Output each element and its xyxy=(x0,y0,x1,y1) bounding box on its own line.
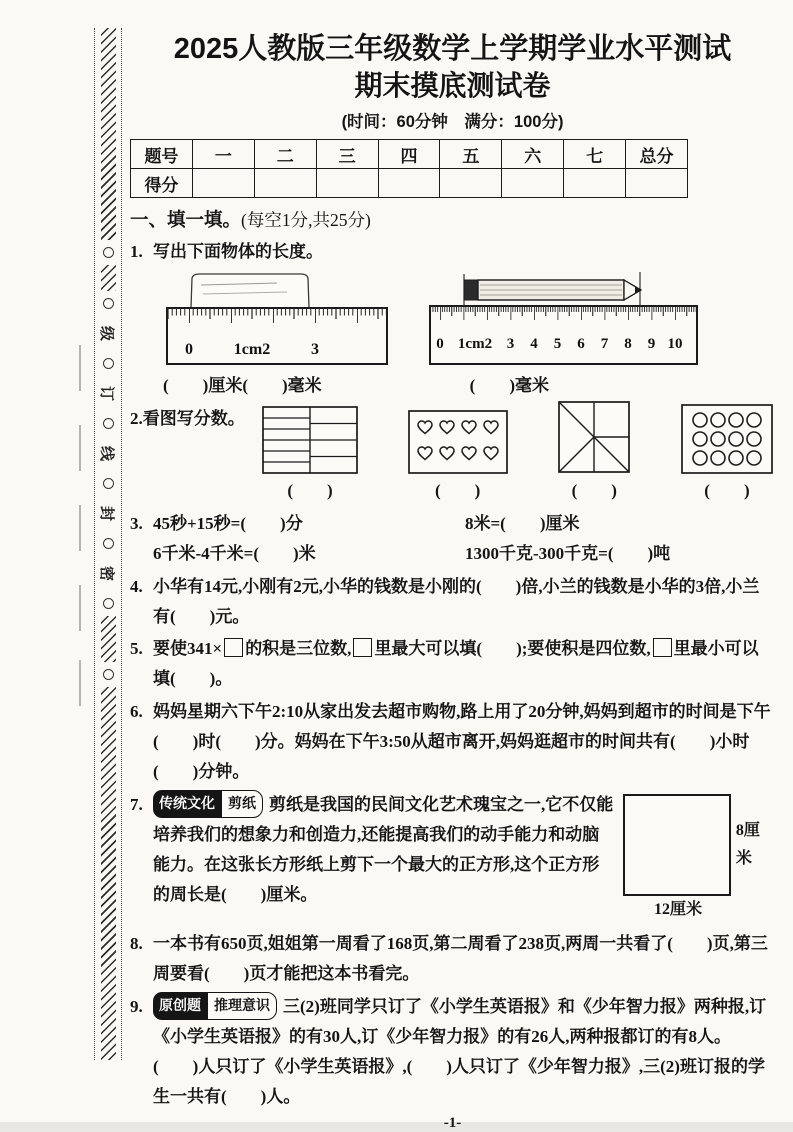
question-4 xyxy=(130,572,775,632)
eraser-shape xyxy=(191,274,309,308)
rect-bottom-label: 12厘米 xyxy=(653,900,702,918)
ruler-label: 10 xyxy=(667,335,683,352)
score-table-score-row xyxy=(131,169,688,198)
question-text: 小华有14元,小刚有2元,小华的钱数是小刚的( )倍,小兰的钱数是小华的3倍,小兰有( )元。 xyxy=(153,576,760,626)
question-number: 7. xyxy=(130,794,143,814)
section-note: (每空1分,共25分) xyxy=(241,210,371,230)
score-header-cell: 一 xyxy=(192,140,254,169)
question-number: 1. xyxy=(130,242,143,261)
question-text: 写出下面物体的长度。 xyxy=(153,242,323,261)
divided-square-figure xyxy=(557,404,631,506)
question-text: 看图写分数。 xyxy=(142,408,245,428)
question-number: 2. xyxy=(130,408,143,428)
question-5 xyxy=(130,634,775,694)
question-text-part: 的积是三位数, xyxy=(245,639,352,659)
score-cell xyxy=(626,169,688,198)
binding-hatch-icon xyxy=(101,687,116,1060)
binding-circle-icon xyxy=(103,298,114,309)
score-cell xyxy=(378,169,440,198)
circles-figure xyxy=(681,404,773,506)
field-underline xyxy=(79,585,81,631)
ruler-label: 3 xyxy=(506,335,515,352)
question-3 xyxy=(130,509,775,569)
ruler-label: 0 xyxy=(436,335,444,352)
binding-char: 订 xyxy=(98,385,116,402)
score-row-label: 得分 xyxy=(131,169,193,198)
ruler-label: 1cm2 xyxy=(457,335,493,352)
answer-blank: ( ) xyxy=(704,480,750,500)
question-9 xyxy=(130,992,775,1112)
binding-circle-icon xyxy=(103,247,114,258)
question-2 xyxy=(130,404,775,506)
binding-circle-icon xyxy=(103,478,114,489)
binding-circle-icon xyxy=(103,358,114,369)
badge-original: 原创题 xyxy=(153,992,207,1020)
rectangle-figure xyxy=(623,794,775,924)
score-cell xyxy=(254,169,316,198)
section-title: 一、填一填。 xyxy=(130,209,242,230)
ruler-label: 5 xyxy=(553,335,562,352)
rectangle-shape xyxy=(623,794,731,896)
question-number: 9. xyxy=(130,996,143,1016)
fill-item: 45秒+15秒=( )分 xyxy=(153,513,303,533)
question-1-figures xyxy=(159,270,775,370)
pencil-cap xyxy=(464,280,478,300)
score-header-cell: 六 xyxy=(502,140,564,169)
ruler-label: 3 xyxy=(311,340,319,358)
question-number: 6. xyxy=(130,702,143,722)
score-cell xyxy=(440,169,502,198)
score-header-cell: 二 xyxy=(254,140,316,169)
binding-char: 级 xyxy=(98,325,116,342)
question-1-answers xyxy=(153,371,775,401)
badge-papercut: 剪纸 xyxy=(221,790,263,818)
question-text: 一本书有650页,姐姐第一周看了168页,第二周看了238页,两周一共看了( )页,第三周要看( )页才能把这本书看完。 xyxy=(153,934,768,984)
score-cell xyxy=(316,169,378,198)
ruler-label: 8 xyxy=(624,335,632,352)
binding-hatch-icon xyxy=(101,28,116,240)
question-text: 剪纸是我国的民间文化艺术瑰宝之一,它不仅能培养我们的想象力和创造力,还能提高我们的动手能力和动脑能力。在这张长方形纸上剪下一个最大的正方形,这个正方形的周长是( )厘米。 xyxy=(153,794,614,904)
question-number: 5. xyxy=(130,639,143,659)
field-underline xyxy=(79,660,81,706)
answer-blank: ( ) xyxy=(287,480,333,500)
binding-circle-icon xyxy=(103,538,114,549)
binding-hatch-icon xyxy=(101,616,116,662)
score-header-cell: 总分 xyxy=(626,140,688,169)
binding-hatch-icon xyxy=(101,265,116,291)
field-underline xyxy=(79,345,81,391)
section-one-heading xyxy=(130,207,775,234)
binding-strip xyxy=(94,28,122,1060)
eraser-ruler-figure xyxy=(159,270,394,370)
answer-blank: ( ) xyxy=(434,480,481,500)
question-text-part: 里最大可以填( );要使积是四位数, xyxy=(374,639,651,659)
question-6 xyxy=(130,697,775,787)
ruler-label: 7 xyxy=(600,335,609,352)
question-number: 3. xyxy=(130,513,143,533)
answer-blank: ( )厘米( )毫米 xyxy=(163,375,322,395)
score-table xyxy=(130,139,688,198)
ruler-label: 6 xyxy=(577,335,585,352)
paper-content xyxy=(130,30,775,1132)
question-text-part: 里最小可以填( )。 xyxy=(153,639,759,689)
score-header-cell: 四 xyxy=(378,140,440,169)
ruler-label: 4 xyxy=(530,335,538,352)
blank-box-icon xyxy=(353,638,372,657)
footer-page-number: -1- xyxy=(443,1114,462,1131)
binding-char: 密 xyxy=(98,565,116,582)
badge-tradition: 传统文化 xyxy=(153,790,221,818)
score-header-cell: 三 xyxy=(316,140,378,169)
question-text: 妈妈星期六下午2:10从家出发去超市购物,路上用了20分钟,妈妈到超市的时间是下午( )时( )分。妈妈在下午3:50从超市离开,妈妈逛超市的时间共有( )小时( )分钟。 xyxy=(153,702,771,782)
fill-item: 6千米-4千米=( )米 xyxy=(153,543,316,563)
score-header-cell: 七 xyxy=(564,140,626,169)
score-table-header-row xyxy=(131,140,688,169)
page-title: 2025人教版三年级数学上学期学业水平测试 xyxy=(173,33,732,65)
question-number: 8. xyxy=(130,934,143,954)
question-1 xyxy=(130,237,775,401)
question-2-figures xyxy=(262,404,775,506)
field-underline xyxy=(79,425,81,471)
score-cell xyxy=(192,169,254,198)
question-8 xyxy=(130,929,775,989)
binding-char: 线 xyxy=(98,445,116,462)
binding-circle-icon xyxy=(103,418,114,429)
hearts-figure xyxy=(408,404,508,506)
fill-item: 8米=( )厘米 xyxy=(465,513,580,533)
exam-meta: (时间：60分钟 满分：100分) xyxy=(341,113,564,131)
fill-item: 1300千克-300千克=( )吨 xyxy=(465,543,671,563)
score-cell xyxy=(564,169,626,198)
ruler-label: 0 xyxy=(185,340,193,358)
field-underline xyxy=(79,505,81,551)
score-header-cell: 题号 xyxy=(131,140,193,169)
page-subtitle: 期末摸底测试卷 xyxy=(354,70,551,101)
blank-box-icon xyxy=(653,638,672,657)
badge-reasoning: 推理意识 xyxy=(207,992,277,1020)
fraction-grid-figure xyxy=(262,404,358,506)
score-header-cell: 五 xyxy=(440,140,502,169)
pencil-ruler-figure xyxy=(428,270,700,370)
answer-blank: ( )毫米 xyxy=(469,375,549,395)
question-7 xyxy=(130,790,775,926)
ruler-label: 1cm2 xyxy=(233,340,271,358)
binding-circle-icon xyxy=(103,669,114,680)
question-text: 三(2)班同学只订了《小学生英语报》和《少年智力报》两种报,订《小学生英语报》的有30人,订《少年智力报》的有26人,两种报都订的有8人。( )人只订了《小学生英语报》,( )人只订了《少年智力报》,三(2)班订报的学生一共有( )人。 xyxy=(153,996,767,1106)
rect-side-label: 8厘米 xyxy=(735,821,760,867)
blank-box-icon xyxy=(224,638,243,657)
question-text-part: 要使341× xyxy=(153,639,223,659)
binding-char: 封 xyxy=(98,505,116,522)
answer-blank: ( ) xyxy=(571,480,617,500)
binding-circle-icon xyxy=(103,598,114,609)
score-cell xyxy=(502,169,564,198)
ruler-label: 9 xyxy=(647,335,656,352)
question-number: 4. xyxy=(130,576,143,596)
question-2-label xyxy=(130,404,262,434)
